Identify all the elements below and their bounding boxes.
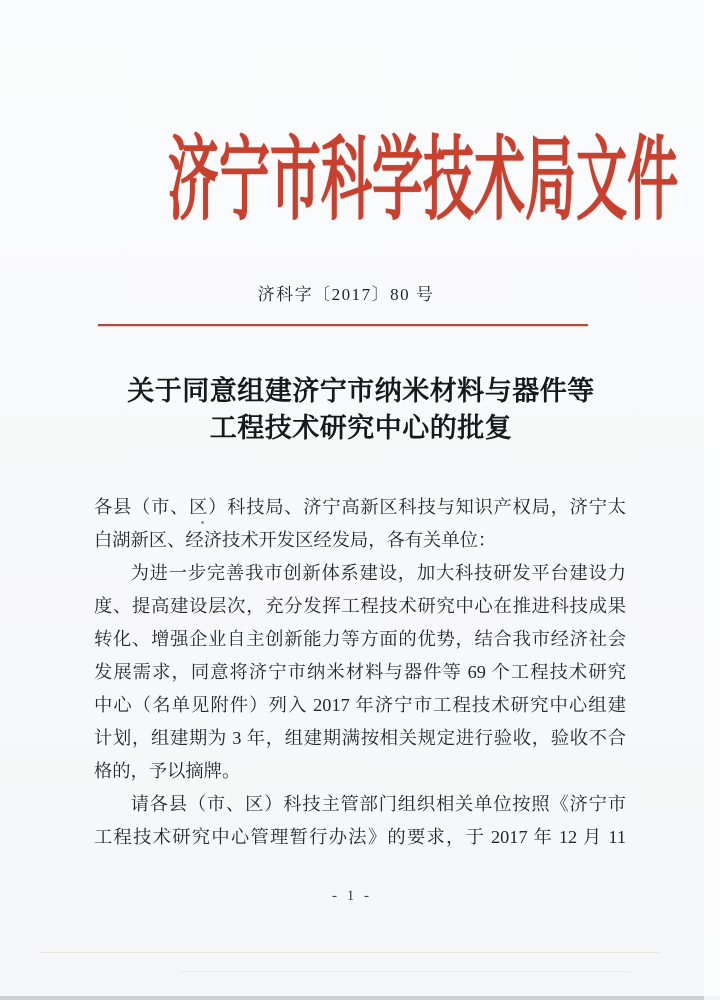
paragraph-line: 度、提高建设层次，充分发挥工程技术研究中心在推进科技成果: [94, 596, 626, 616]
addressee-line: 白湖新区、经济技术开发区经发局，各有关单位：: [94, 530, 497, 550]
document-title: [88, 373, 634, 446]
page-number: - 1 -: [332, 888, 372, 904]
document-body: [94, 491, 626, 854]
paragraph-line: 转化、增强企业自主创新能力等方面的优势，结合我市经济社会: [94, 629, 626, 649]
paragraph-line: 发展需求，同意将济宁市纳米材料与器件等 69 个工程技术研究: [94, 662, 626, 682]
addressee-line: 各县（市、区）科技局、济宁高新区科技与知识产权局，济宁太: [94, 497, 626, 517]
title-line-1: 关于同意组建济宁市纳米材料与器件等: [127, 376, 595, 406]
masthead-title: 济宁市科学技术局文件: [167, 131, 679, 232]
paragraph-line: 中心（名单见附件）列入 2017 年济宁市工程技术研究中心组建: [94, 695, 626, 715]
scan-artifact-line: [180, 971, 630, 972]
scan-right-edge: [704, 0, 720, 1000]
paragraph-line: 工程技术研究中心管理暂行办法》的要求，于 2017 年 12 月 11: [94, 827, 626, 847]
scan-bottom-edge: [0, 996, 720, 1000]
paragraph-line: 格的，予以摘牌。: [94, 761, 241, 781]
red-separator-line: [98, 324, 588, 326]
paragraph-line: 请各县（市、区）科技主管部门组织相关单位按照《济宁市: [130, 794, 626, 814]
document-number: 济科字〔2017〕80 号: [257, 285, 435, 304]
paragraph-line: 为进一步完善我市创新体系建设，加大科技研发平台建设力: [130, 563, 626, 583]
masthead-container: [0, 132, 703, 232]
scan-artifact-line: [40, 952, 660, 953]
title-line-2: 工程技术研究中心的批复: [209, 412, 513, 443]
paragraph-line: 计划，组建期为 3 年，组建期满按相关规定进行验收，验收不合: [94, 728, 626, 748]
